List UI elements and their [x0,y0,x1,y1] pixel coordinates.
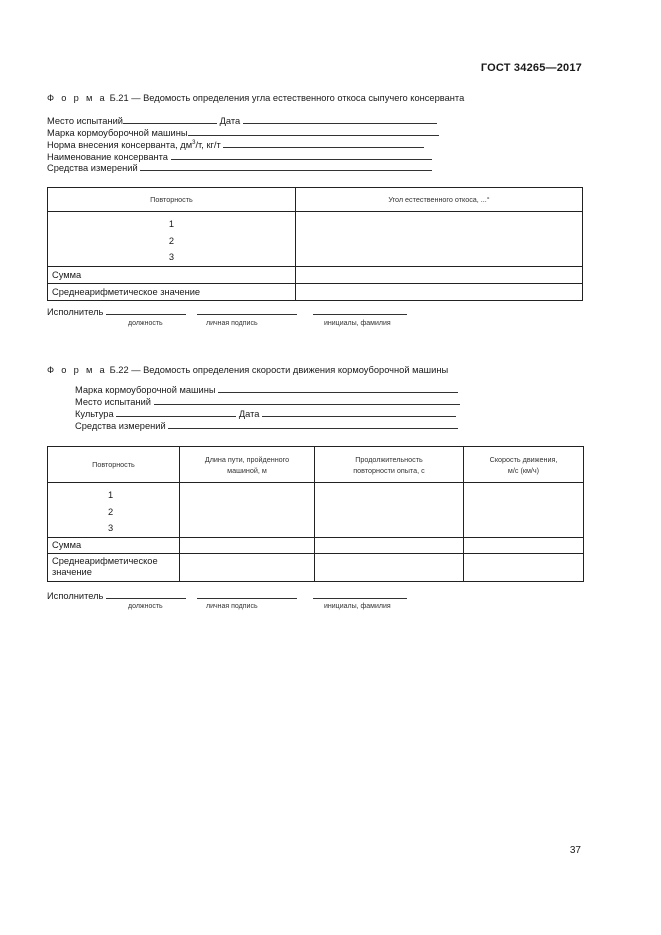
form22-crop-date-line [75,408,456,420]
form22-mean-speed-cell[interactable] [464,553,584,581]
repeat-number: 2 [168,235,175,246]
form22-signature-caption: личная подпись [206,603,258,610]
form22-date-blank[interactable] [262,408,456,417]
form22-place-line [75,396,460,408]
repeat-number: 1 [108,490,114,500]
form22-position-caption: должность [128,603,163,610]
form22-sum-path-cell[interactable] [180,537,315,553]
form22-col-speed: Скорость движения, м/с (км/ч) [464,447,584,483]
form22-crop-blank[interactable] [116,408,236,417]
form21-angle-values-cell[interactable] [296,212,583,267]
form22-position-blank[interactable] [106,590,186,599]
form22-instruments-line [75,420,458,432]
form22-signature-line [47,590,407,601]
form21-place-date-line [47,115,437,127]
form21-repeats-cell [48,212,296,267]
form22-machine-line [75,384,458,396]
form22-instruments-blank[interactable] [168,420,458,429]
form22-col-repeat: Повторность [48,447,180,483]
form21-initials-blank[interactable] [313,306,407,315]
form22-sum-duration-cell[interactable] [315,537,464,553]
form22-machine-blank[interactable] [218,384,458,393]
form22-signature-blank[interactable] [197,590,297,599]
form21-signature-line [47,306,407,317]
form21-table [47,187,583,301]
form21-instruments-blank[interactable] [140,162,432,171]
form21-mean-cell[interactable] [296,283,583,300]
document-code: ГОСТ 34265—2017 [480,62,582,74]
form22-crop-label: Культура [75,409,114,419]
form21-preservative-blank[interactable] [171,151,432,160]
form21-place-label: Место испытаний [47,116,123,126]
form22-initials-blank[interactable] [313,590,407,599]
form21-initials-caption: инициалы, фамилия [324,320,391,327]
form21-preservative-label: Наименование консерванта [47,152,168,162]
form22-sum-speed-cell[interactable] [464,537,584,553]
form22-speed-values-cell[interactable] [464,483,584,538]
form21-instruments-line [47,162,432,174]
repeat-number: 3 [168,252,175,262]
form21-rate-blank[interactable] [223,139,424,148]
form21-mean-label: Среднеарифметическое значение [48,283,296,300]
form22-machine-label: Марка кормоуборочной машины [75,385,216,395]
form22-table [47,446,584,582]
form22-mean-duration-cell[interactable] [315,553,464,581]
form22-instruments-label: Средства измерений [75,421,166,431]
form22-place-label: Место испытаний [75,397,151,407]
form21-machine-blank[interactable] [188,127,439,136]
repeat-number: 2 [108,506,114,517]
form22-date-label: Дата [238,409,260,419]
form21-signature-blank[interactable] [197,306,297,315]
form21-performer-label: Исполнитель [47,307,104,317]
form21-signature-caption: личная подпись [206,320,258,327]
form21-sum-label: Сумма [48,266,296,283]
form21-rate-line [47,139,424,151]
form22-title [47,365,448,375]
form21-position-blank[interactable] [106,306,186,315]
form22-duration-values-cell[interactable] [315,483,464,538]
form21-place-blank[interactable] [123,115,217,124]
form21-title-text: Б.21 — Ведомость определения угла естественного откоса сыпучего консерванта [109,93,465,103]
repeat-number: 3 [108,523,114,533]
form22-col-duration: Продолжительность повторности опыта, с [315,447,464,483]
form21-machine-label: Марка кормоуборочной машины [47,128,188,138]
form21-col-repeat: Повторность [48,188,296,212]
repeat-number: 1 [168,219,175,229]
form21-sum-cell[interactable] [296,266,583,283]
form21-title [47,93,464,103]
form22-performer-label: Исполнитель [47,591,104,601]
form22-initials-caption: инициалы, фамилия [324,603,391,610]
form22-prefix: Ф о р м а [47,365,108,375]
form21-prefix: Ф о р м а [47,93,108,103]
form21-position-caption: должность [128,320,163,327]
form21-instruments-label: Средства измерений [47,163,138,173]
form22-repeats-cell [48,483,180,538]
form21-date-blank[interactable] [243,115,437,124]
form21-date-label: Дата [219,116,241,126]
form21-col-angle: Угол естественного откоса, ...° [296,188,583,212]
page-number: 37 [569,845,581,856]
form22-col-path: Длина пути, пройденного машиной, м [180,447,315,483]
form21-machine-line [47,127,439,139]
form21-rate-label: Норма внесения консерванта, $дм^3/т$, кг/т [47,139,221,150]
form22-mean-label: Среднеарифметическое значение [48,553,180,581]
form22-path-values-cell[interactable] [180,483,315,538]
form22-sum-label: Сумма [48,537,180,553]
form22-mean-path-cell[interactable] [180,553,315,581]
form22-place-blank[interactable] [154,396,460,405]
form22-title-text: Б.22 — Ведомость определения скорости движения кормоуборочной машины [109,365,449,375]
